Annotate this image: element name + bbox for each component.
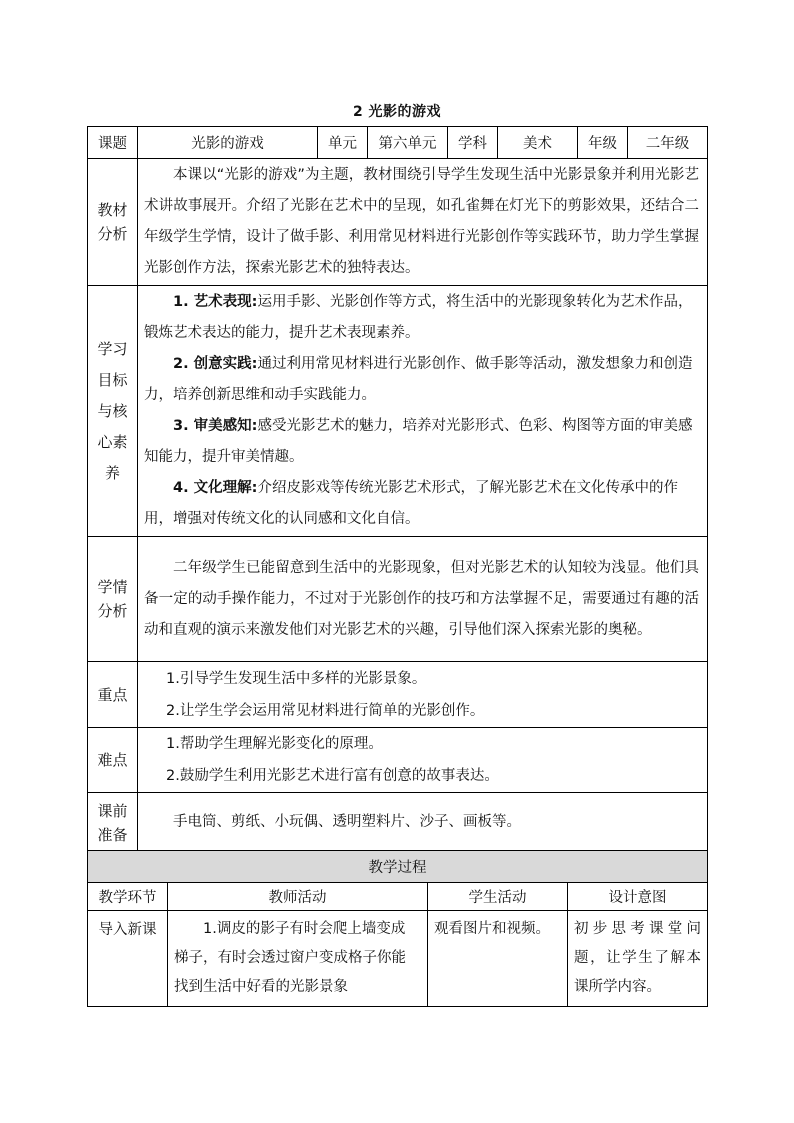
grade-value: 二年级 (628, 127, 708, 159)
process-header-teacher: 教师活动 (168, 883, 428, 911)
preparation-label (88, 793, 138, 853)
objective-head: 3. 审美感知: (173, 418, 258, 434)
process-title-row (88, 851, 708, 883)
process-intent: 初步思考课堂问题，让学生了解本课所学内容。 (568, 911, 708, 1007)
process-student: 观看图片和视频。 (428, 911, 568, 1007)
difficulties-row (88, 728, 708, 793)
objective-head: 1. 艺术表现: (173, 294, 258, 310)
unit-value: 第六单元 (368, 127, 448, 159)
material-analysis-text: 本课以“光影的游戏”为主题，教材围绕引导学生发现生活中光影景象并利用光影艺术讲故事展开。介绍了光影在艺术中的呈现，如孔雀舞在灯光下的剪影效果，还结合二年级学生学情，设计了做手影、利用常见材料进行光影创作等实践环节，助力学生掌握光影创作方法，探索光影艺术的独特表达。 (138, 159, 708, 286)
preparation-label-text: 课前 准备 (97, 801, 128, 844)
objective-text: 通过利用常见材料进行光影创作、做手影等活动，激发想象力和创造力，培养创新思维和动手实践能力。 (144, 356, 693, 403)
objective-head: 2. 创意实践: (173, 356, 258, 372)
objective-text: 运用手影、光影创作等方式，将生活中的光影现象转化为艺术作品，锻炼艺术表达的能力，提升艺术表现素养。 (144, 294, 693, 341)
list-item: 2.鼓励学生利用光影艺术进行富有创意的故事表达。 (166, 768, 499, 784)
material-analysis-label (88, 159, 138, 286)
material-analysis-label-text: 教材 分析 (97, 201, 128, 243)
objective-head: 4. 文化理解: (173, 480, 258, 496)
objective-text: 介绍皮影戏等传统光影艺术形式，了解光影艺术在文化传承中的作用，增强对传统文化的认同感和文化自信。 (144, 480, 678, 527)
process-header-row (88, 883, 708, 911)
objectives-content (138, 286, 708, 537)
process-header-stage: 教学环节 (88, 883, 168, 911)
preparation-row (88, 793, 708, 853)
objective-text: 感受光影艺术的魅力，培养对光影形式、色彩、构图等方面的审美感知能力，提升审美情趣。 (144, 418, 693, 465)
key-points-list (138, 662, 708, 728)
objective-item (144, 473, 699, 535)
list-item: 1.帮助学生理解光影变化的原理。 (166, 736, 383, 752)
learner-analysis-label (88, 537, 138, 662)
process-teacher: 1.调皮的影子有时会爬上墙变成梯子，有时会透过窗户变成格子你能找到生活中好看的光影景象 (168, 911, 428, 1007)
grade-label: 年级 (578, 127, 628, 159)
process-table (87, 850, 708, 1007)
objectives-label (88, 286, 138, 537)
list-item: 2.让学生学会运用常见材料进行简单的光影创作。 (166, 702, 485, 719)
page-title: 2 光影的游戏 (352, 104, 442, 120)
subject-value: 美术 (498, 127, 578, 159)
key-points-row (88, 662, 708, 728)
key-points-label: 重点 (88, 662, 138, 728)
header-row (88, 127, 708, 159)
process-header-intent: 设计意图 (568, 883, 708, 911)
objectives-label-text: 学习 目标 与核 心素 养 (97, 339, 128, 482)
preparation-text: 手电筒、剪纸、小玩偶、透明塑料片、沙子、画板等。 (138, 793, 708, 853)
unit-label: 单元 (318, 127, 368, 159)
list-item: 1.引导学生发现生活中多样的光影景象。 (166, 670, 427, 687)
objective-item (144, 287, 699, 349)
process-header-student: 学生活动 (428, 883, 568, 911)
topic-value: 光影的游戏 (138, 127, 318, 159)
material-analysis-row (88, 159, 708, 286)
objective-item (144, 411, 699, 473)
objectives-row (88, 286, 708, 537)
learner-analysis-text: 二年级学生已能留意到生活中的光影现象，但对光影艺术的认知较为浅显。他们具备一定的动手操作能力，不过对于光影创作的技巧和方法掌握不足，需要通过有趣的活动和直观的演示来激发他们对光影艺术的兴趣，引导他们深入探索光影的奥秘。 (138, 537, 708, 662)
topic-label: 课题 (88, 127, 138, 159)
subject-label: 学科 (448, 127, 498, 159)
process-title: 教学过程 (88, 851, 708, 883)
lesson-info-table (87, 126, 708, 853)
learner-analysis-label-text: 学情 分析 (97, 578, 128, 620)
objective-item (144, 349, 699, 411)
table-row (88, 911, 708, 1007)
difficulties-list (138, 728, 708, 793)
difficulties-label: 难点 (88, 728, 138, 793)
process-stage: 导入新课 (88, 911, 168, 1007)
learner-analysis-row (88, 537, 708, 662)
